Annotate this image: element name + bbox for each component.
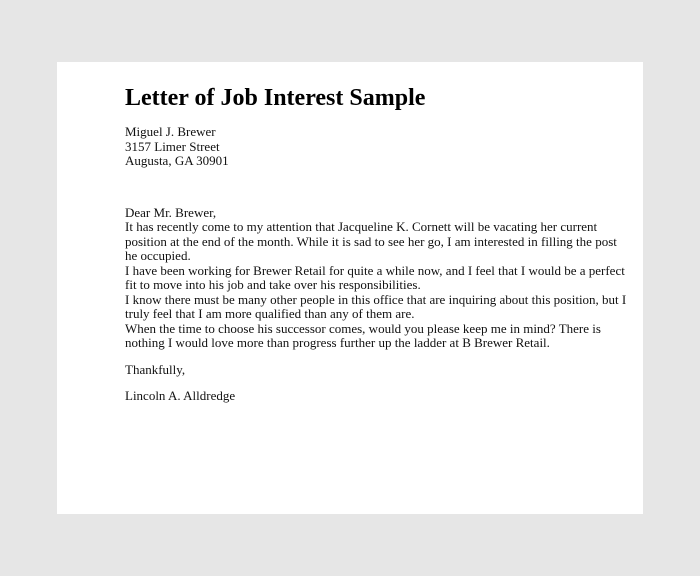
address-city: Augusta, GA 30901	[125, 153, 229, 168]
paragraph-line: nothing I would love more than progress further up the ladder at B Brewer Retail.	[125, 335, 550, 350]
paragraph-line: he occupied.	[125, 248, 191, 263]
signature: Lincoln A. Alldredge	[125, 388, 236, 403]
paragraph-3	[125, 291, 627, 322]
paragraph-1	[125, 219, 617, 264]
letter-content	[125, 84, 627, 404]
address-street: 3157 Limer Street	[125, 138, 220, 154]
paragraph-2	[125, 262, 625, 293]
salutation: Dear Mr. Brewer,	[125, 204, 217, 220]
paragraph-line: When the time to choose his successor comes, would you please keep me in mind? There is	[125, 320, 601, 336]
paragraph-4	[125, 320, 601, 351]
paragraph-line: position at the end of the month. While it is sad to see her go, I am interested in filling the post	[125, 233, 617, 249]
paragraph-line: fit to move into his job and take over his responsibilities.	[125, 277, 421, 292]
letter-page	[57, 62, 643, 514]
paragraph-line: It has recently come to my attention that Jacqueline K. Cornett will be vacating her current	[125, 219, 598, 234]
paragraph-line: I know there must be many other people in this office that are inquiring about this position, but I	[125, 291, 627, 307]
sender-name: Miguel J. Brewer	[125, 124, 216, 139]
closing: Thankfully,	[125, 361, 186, 377]
paragraph-line: truly feel that I am more qualified than any of them are.	[125, 306, 415, 321]
address-block	[125, 140, 595, 169]
document-title: Letter of Job Interest Sample	[125, 85, 426, 111]
paragraph-line: I have been working for Brewer Retail for quite a while now, and I feel that I would be a perfect	[125, 262, 625, 278]
